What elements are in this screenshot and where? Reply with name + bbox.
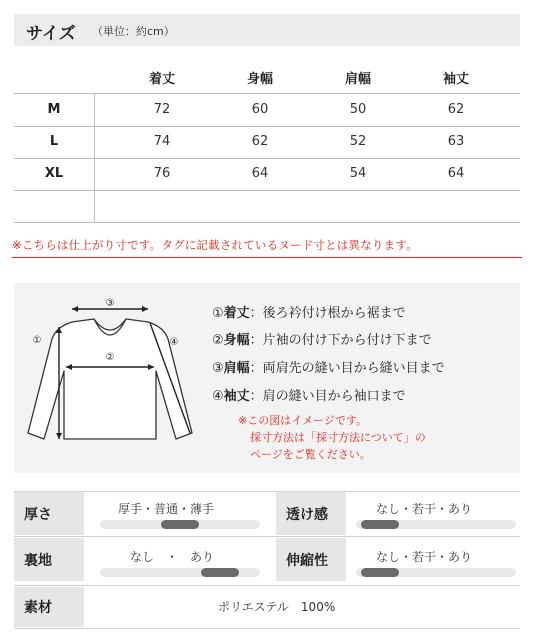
table-cell: 72 [153, 102, 171, 117]
table-cell: 64 [447, 166, 465, 181]
table-cell: 50 [349, 102, 367, 117]
table-cell: 76 [153, 166, 171, 181]
table-cell: 60 [251, 102, 269, 117]
material-label: 素材 [14, 587, 84, 627]
thickness-label: 厚さ [14, 492, 84, 535]
column-header-sleeve: 袖丈 [442, 72, 469, 87]
measure-number: ④ [212, 389, 224, 404]
transparency-label: 透け感 [276, 492, 346, 535]
size-label-m: M [47, 102, 61, 117]
table-cell: 54 [349, 166, 367, 181]
measure-desc: ：両肩先の縫い目から縫い目まで [249, 361, 445, 376]
thickness-scale [100, 520, 260, 529]
measure-item-width [212, 329, 432, 348]
marker-2: ② [105, 352, 115, 363]
measure-item-sleeve [212, 385, 406, 404]
section-title: サイズ [26, 24, 76, 44]
measure-desc: ：片袖の付け下から付け下まで [249, 333, 432, 348]
marker-3: ③ [105, 298, 115, 309]
measure-item-length [212, 302, 406, 321]
stretch-options: なし・若干・あり [376, 550, 473, 564]
measure-label: 身幅 [223, 333, 250, 348]
image-note-line: ※この図はイメージです。 [238, 414, 368, 427]
image-note-line: ページをご覧ください。 [250, 448, 371, 461]
finish-size-note: ※こちらは仕上がり寸です。タグに記載されているヌード寸とは異なります。 [12, 238, 418, 252]
shirt-diagram-icon [14, 283, 214, 473]
table-divider [14, 93, 520, 94]
lining-label: 裏地 [14, 538, 84, 581]
transparency-options: なし・若干・あり [376, 502, 473, 516]
image-note-line: 採寸方法は「採寸方法について」の [250, 431, 426, 444]
table-divider [14, 190, 520, 191]
table-cell: 74 [153, 134, 171, 149]
table-divider [14, 126, 520, 127]
marker-1: ① [32, 335, 42, 346]
table-column-divider [94, 94, 95, 222]
measure-number: ① [212, 306, 224, 321]
table-cell: 52 [349, 134, 367, 149]
stretch-level-bar [361, 568, 399, 577]
measure-desc: ：肩の縫い目から袖口まで [249, 389, 406, 404]
table-cell: 64 [251, 166, 269, 181]
note-underline [12, 257, 522, 258]
measure-desc: ：後ろ衿付け根から裾まで [249, 306, 406, 321]
attr-divider [14, 491, 520, 492]
table-cell: 62 [447, 102, 465, 117]
attr-divider [14, 536, 520, 537]
measure-label: 袖丈 [223, 389, 250, 404]
transparency-level-bar [361, 520, 399, 529]
lining-level-bar [201, 568, 239, 577]
size-table [14, 62, 520, 232]
column-header-length: 着丈 [148, 72, 175, 87]
measure-number: ② [212, 333, 224, 348]
fabric-attributes [14, 491, 520, 640]
measure-label: 着丈 [223, 306, 250, 321]
measure-number: ③ [212, 361, 224, 376]
measure-label: 肩幅 [223, 361, 250, 376]
lining-options: なし ・ あり [130, 550, 215, 564]
image-note [238, 412, 426, 463]
table-cell: 63 [447, 134, 465, 149]
unit-note: （単位：約cm） [92, 25, 175, 38]
table-divider [14, 158, 520, 159]
stretch-label: 伸縮性 [276, 538, 346, 581]
column-header-width: 身幅 [246, 72, 273, 87]
thickness-level-bar [161, 520, 199, 529]
column-header-shoulder: 肩幅 [344, 72, 371, 87]
transparency-scale [356, 520, 516, 529]
attr-divider [14, 628, 520, 629]
measure-item-shoulder [212, 357, 445, 376]
material-value: ポリエステル 100% [218, 600, 336, 614]
lining-scale [100, 568, 260, 577]
stretch-scale [356, 568, 516, 577]
attr-divider [14, 585, 520, 586]
size-label-xl: XL [44, 166, 64, 181]
size-header [14, 14, 520, 46]
marker-4: ④ [169, 337, 179, 348]
thickness-options: 厚手・普通・薄手 [118, 502, 215, 516]
table-divider [14, 222, 520, 223]
size-label-l: L [49, 134, 59, 149]
table-cell: 62 [251, 134, 269, 149]
